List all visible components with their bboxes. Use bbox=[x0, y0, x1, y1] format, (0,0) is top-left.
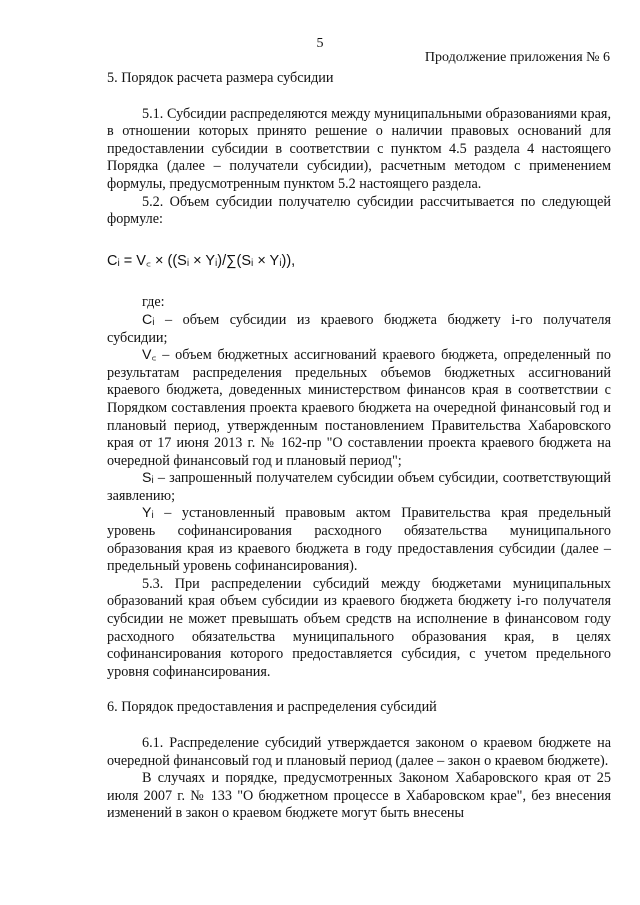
document-body bbox=[107, 70, 611, 823]
definition-v-text: – объем бюджетных ассигнований краевого бюджета, определенный по результатам распределения предельных объемов бюджетных ассигнований краевого бюджета, доведенных министерством финансов края в соответствии с Порядком составления проекта краевого бюджета на очередной финансовый год и плановый период, утвержденным постановлением Правительства Хабаровского края от 17 июня 2013 г. № 162-пр "О составлении проекта краевого бюджета на очередной финансовый год и плановый период"; bbox=[107, 347, 611, 469]
symbol-v: V꜀ bbox=[142, 347, 157, 364]
definition-s-text: – запрошенный получателем субсидии объем субсидии, соответствующий заявлению; bbox=[107, 470, 611, 504]
definition-c bbox=[107, 312, 611, 347]
definition-y bbox=[107, 505, 611, 575]
definition-s bbox=[107, 470, 611, 505]
where-label: где: bbox=[142, 294, 165, 311]
paragraph-5-1: 5.1. Субсидии распределяются между муниципальными образованиями края, в отношении которых принято решение о наличии правовых оснований для предоставлении субсидии в соответствии с пунктом 4.5 раздела 4 настоящего Порядка (далее – получатели субсидии), расчетным методом с применением формулы, предусмотренным пунктом 5.2 настоящего раздела. bbox=[107, 105, 611, 192]
symbol-c: Cᵢ bbox=[142, 311, 155, 328]
definition-y-text: – установленный правовым актом Правительства края предельный уровень софинансирования расходного обязательства муниципального образования края из краевого бюджета в году предоставления субсидии (далее – предельный уровень софинансирования). bbox=[107, 505, 611, 575]
paragraph-5-3: 5.3. При распределении субсидий между бюджетами муниципальных образований края объем субсидии из краевого бюджета бюджету i-го получателя субсидии не может превышать объем средств на исполнение в финансовом году расходного обязательства муниципального образования края, в целях софинансирования которого предоставляется субсидия, с учетом предельного уровня софинансирования. bbox=[107, 575, 611, 680]
paragraph-6-1: 6.1. Распределение субсидий утверждается законом о краевом бюджете на очередной финансовый год и плановый период (далее – закон о краевом бюджете). bbox=[107, 735, 611, 769]
page-number: 5 bbox=[316, 36, 324, 51]
subsidy-formula: Cᵢ = V꜀ × ((Sᵢ × Yᵢ)/∑(Sᵢ × Yᵢ)), bbox=[107, 252, 296, 269]
symbol-y: Yᵢ bbox=[142, 505, 154, 522]
section-5-title: 5. Порядок расчета размера субсидии bbox=[107, 70, 334, 86]
definition-c-text: – объем субсидии из краевого бюджета бюджету i-го получателя субсидии; bbox=[107, 311, 611, 346]
symbol-s: Sᵢ bbox=[142, 470, 154, 487]
paragraph-5-2: 5.2. Объем субсидии получателю субсидии рассчитывается по следующей формуле: bbox=[107, 193, 611, 228]
definition-v bbox=[107, 347, 611, 470]
paragraph-6-2: В случаях и порядке, предусмотренных Законом Хабаровского края от 25 июля 2007 г. № 133 "О бюджетном процессе в Хабаровском крае", без внесения изменений в закон о краевом бюджете могут быть внесены bbox=[107, 770, 611, 822]
appendix-label: Продолжение приложения № 6 bbox=[424, 50, 610, 65]
section-6-title: 6. Порядок предоставления и распределения субсидий bbox=[107, 699, 437, 716]
